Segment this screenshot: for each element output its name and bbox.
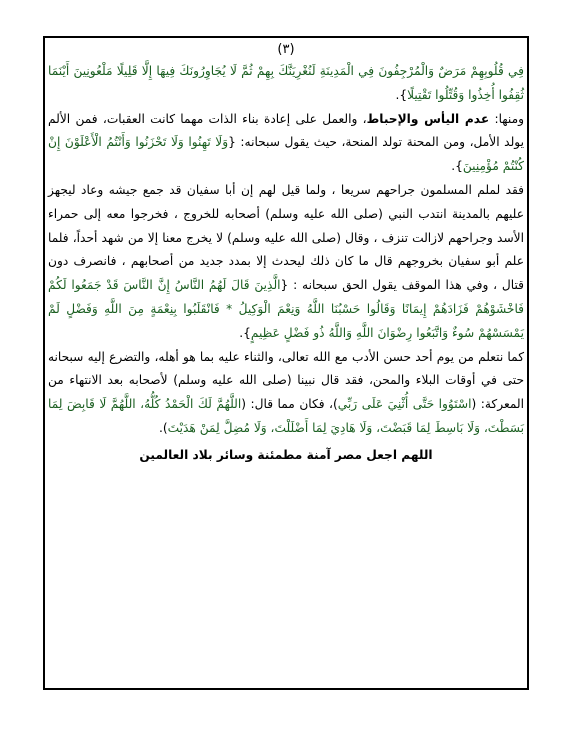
p3-text: فقد لملم المسلمون جراحهم سريعا ، ولما قيل لهم إن أبا سفيان قد جمع جيشه وعاد ليجهز عليهم بالمدينة انتدب النبي (صلى الله عليه وسلم) أصحابه للخروج ، فخرجوا معه إلى حمراء الأسد وجراحهم لازالت تنزف ، وقال (صلى الله عليه وسلم) لا يخرج معنا إلا من شهد أحداً، فلما علم أبو سفيان بخروجهم قال ما كان ذلك ليحدث إلا بمدد جديد من أصحابهم ، فانصرف دون قتال ، وفي هذا الموقف يقول الحق سبحانه : {: [48, 182, 524, 293]
closing-prayer: اللهم اجعل مصر آمنة مطمئنة وسائر بلاد العالمين: [139, 447, 433, 462]
p4-close: ).: [159, 420, 168, 435]
p2-heading: عدم اليأس والإحباط: [366, 111, 490, 126]
verse-2-close: }.: [451, 159, 463, 174]
paragraph-4: [48, 346, 524, 441]
page-number: (٣): [277, 42, 295, 57]
quran-verse-2: وَلَا تَهِنُوا وَلَا تَحْزَنُوا وَأَنْتُمُ الْأَعْلَوْنَ إِنْ كُنْتُمْ مُؤْمِنِينَ: [48, 135, 524, 174]
verse-1-close: }.: [395, 87, 408, 102]
hadith-quote-1: اسْتَوُوا حَتَّى أُثْنِيَ عَلَى رَبِّي: [337, 397, 472, 412]
hadith-quote-2: اللَّهُمَّ لَكَ الْحَمْدُ كُلُّهُ، اللَّهُمَّ لَا قَابِضَ لِمَا بَسَطْتَ، وَلَا بَاسِطَ لِمَا قَبَضْتَ، وَلَا هَادِيَ لِمَا أَضْلَلْتَ، وَلَا مُضِلَّ لِمَنْ هَدَيْتَ: [48, 397, 524, 435]
p2-text: ، والعمل على إعادة بناء الذات مهما كانت العقبات، فمن الألم يولد الأمل، ومن المحنة تولد المنحة، حيث يقول سبحانه: {: [48, 111, 524, 150]
quran-verse-1: فِي قُلُوبِهِمْ مَرَضٌ وَالْمُرْجِفُونَ فِي الْمَدِينَةِ لَنُغْرِيَنَّكَ بِهِمْ ثُمَّ لَا يُجَاوِرُونَكَ فِيهَا إِلَّا قَلِيلًا مَلْعُونِينَ أَيْنَمَا ثُقِفُوا أُخِذُوا وَقُتِّلُوا تَقْتِيلًا: [48, 64, 524, 102]
paragraph-1: [48, 60, 524, 108]
verse-3-close: }.: [239, 325, 251, 340]
p4-text: كما نتعلم من يوم أحد حسن الأدب مع الله تعالى، والثناء عليه بما هو أهله، والتضرع إليه سبحانه حتى في أوقات البلاء والمحن، فقد قال نبينا (صلى الله عليه وسلم) لأصحابه بعد الانتهاء من المعركة: (: [48, 349, 524, 412]
quran-verse-3: الَّذِينَ قَالَ لَهُمُ النَّاسُ إِنَّ النَّاسَ قَدْ جَمَعُوا لَكُمْ فَاخْشَوْهُمْ فَزَادَهُمْ إِيمَانًا وَقَالُوا حَسْبُنَا اللَّهُ وَنِعْمَ الْوَكِيلُ * فَانْقَلَبُوا بِنِعْمَةٍ مِنَ اللَّهِ وَفَضْلٍ لَمْ يَمْسَسْهُمْ سُوءٌ وَاتَّبَعُوا رِضْوَانَ اللَّهِ وَاللَّهُ ذُو فَضْلٍ عَظِيمٍ: [48, 278, 524, 340]
paragraph-3: [48, 179, 524, 346]
paragraph-2: [48, 108, 524, 179]
p2-lead: ومنها:: [489, 111, 524, 126]
page-content: [48, 40, 524, 468]
p4-mid: )، فكان مما قال: (: [241, 397, 338, 412]
